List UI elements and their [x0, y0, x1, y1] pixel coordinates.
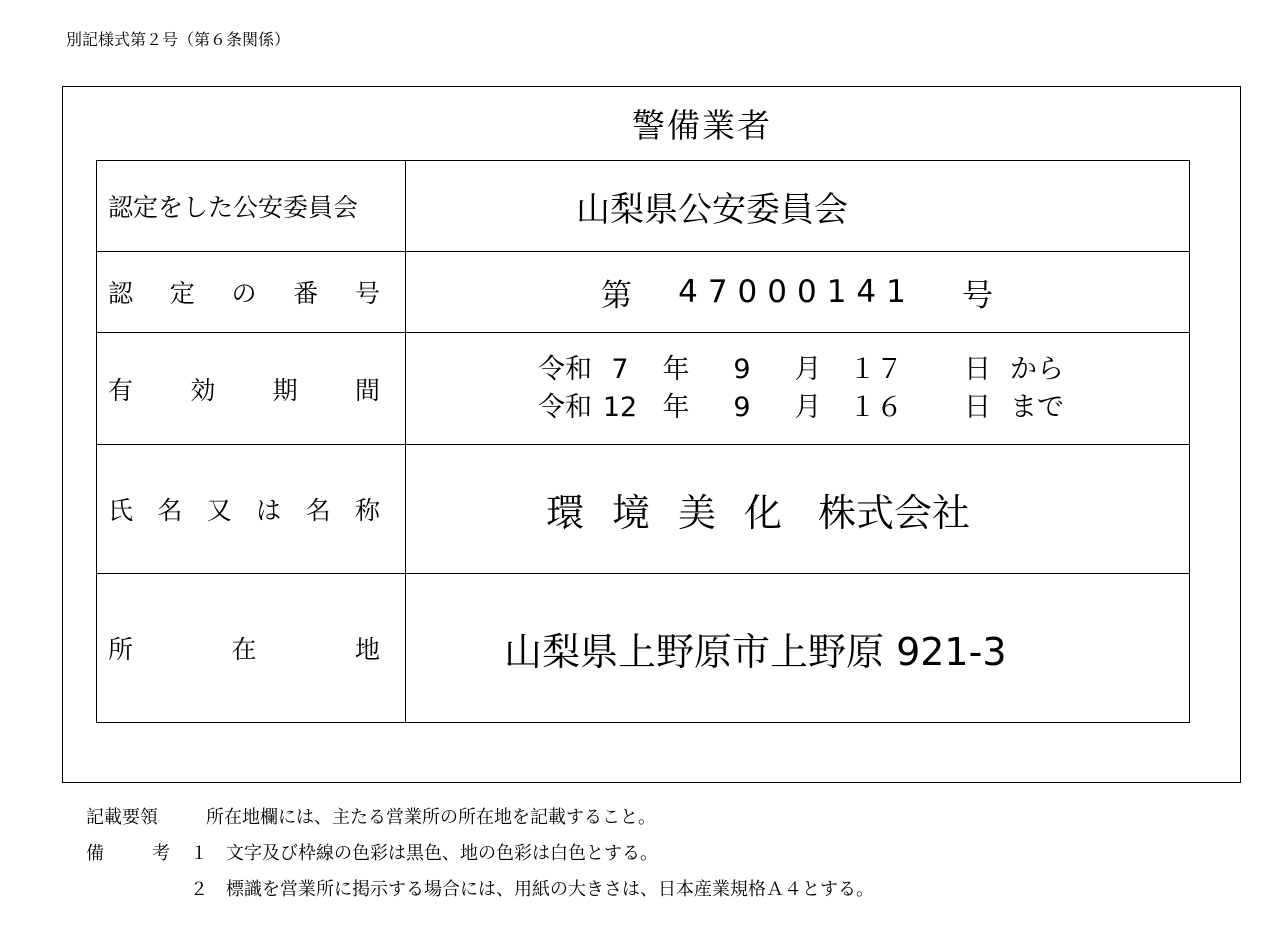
label-char: 定 — [169, 279, 195, 308]
year-unit: 年 — [662, 353, 690, 385]
number-digits: 47000141 — [678, 274, 916, 310]
label-char: 号 — [354, 279, 380, 308]
number-suffix: 号 — [962, 277, 993, 314]
remark-2-number: ２ — [190, 879, 208, 900]
row-name — [97, 445, 1190, 574]
label-char: 認 — [108, 279, 134, 308]
era: 令和 — [538, 391, 592, 423]
instructions-heading: 記載要領 — [86, 807, 158, 828]
month-unit: 月 — [794, 391, 822, 423]
year-unit: 年 — [662, 391, 690, 423]
security-business-sign-table — [96, 160, 1190, 723]
period-end — [406, 389, 1189, 427]
number-prefix: 第 — [601, 277, 632, 314]
period-start — [406, 351, 1189, 389]
day-unit: 日 — [964, 391, 991, 423]
label-char: 名 — [157, 496, 183, 525]
label-char: 氏 — [108, 496, 134, 525]
remark-2-text: 標識を営業所に掲示する場合には、用紙の大きさは、日本産業規格Ａ４とする。 — [226, 879, 874, 900]
month-unit: 月 — [794, 353, 822, 385]
instructions-note — [86, 800, 874, 836]
certification-number-label — [97, 252, 406, 333]
remark-1 — [86, 836, 874, 872]
label-char: 又 — [206, 496, 232, 525]
label-char: 所 — [108, 635, 134, 664]
notes — [86, 800, 874, 908]
name-label — [97, 445, 406, 574]
label-char: 地 — [354, 635, 380, 664]
remark-1-text: 文字及び枠線の色彩は黒色、地の色彩は白色とする。 — [226, 843, 658, 864]
year: 12 — [602, 391, 638, 423]
label-char: 備 — [86, 843, 104, 864]
name-value — [406, 445, 1190, 574]
remark-1-number: １ — [190, 843, 208, 864]
address-label — [97, 574, 406, 723]
day-unit: 日 — [964, 353, 991, 385]
label-char: 名 — [305, 496, 331, 525]
label-char: 有 — [108, 375, 134, 405]
month: 9 — [733, 353, 751, 385]
name-char: 環 — [546, 490, 585, 535]
label-char: 番 — [293, 279, 319, 308]
day: １６ — [849, 391, 903, 423]
row-authority — [97, 161, 1190, 252]
name-char: 美 — [678, 490, 717, 535]
validity-period-value — [406, 333, 1190, 445]
label-char: 効 — [190, 375, 216, 405]
validity-period-label — [97, 333, 406, 445]
year: 7 — [611, 353, 629, 385]
company-type: 株式会社 — [818, 490, 971, 535]
row-validity-period — [97, 333, 1190, 445]
day: １７ — [849, 353, 903, 385]
month: 9 — [733, 391, 751, 423]
label-char: 称 — [354, 496, 380, 525]
authority-label: 認定をした公安委員会 — [97, 161, 406, 252]
authority-value: 山梨県公安委員会 — [406, 161, 1190, 252]
name-char: 化 — [744, 490, 783, 535]
label-char: 間 — [354, 375, 380, 405]
name-char: 境 — [612, 490, 651, 535]
label-char: は — [256, 496, 282, 525]
instructions-text: 所在地欄には、主たる営業所の所在地を記載すること。 — [206, 807, 656, 828]
form-number: 別記様式第２号（第６条関係） — [66, 30, 291, 49]
period-suffix: から — [1010, 353, 1064, 385]
certification-number-value — [406, 252, 1190, 333]
era: 令和 — [538, 353, 592, 385]
row-certification-number — [97, 252, 1190, 333]
remark-2 — [86, 872, 874, 908]
address-value: 山梨県上野原市上野原 921-3 — [406, 574, 1190, 723]
row-address — [97, 574, 1190, 723]
label-char: 在 — [231, 635, 257, 664]
sign-title: 警備業者 — [632, 106, 772, 145]
label-char: の — [231, 279, 257, 308]
label-char: 考 — [152, 843, 170, 864]
period-suffix: まで — [1010, 391, 1064, 423]
label-char: 期 — [272, 375, 298, 405]
remarks-heading — [86, 836, 170, 872]
